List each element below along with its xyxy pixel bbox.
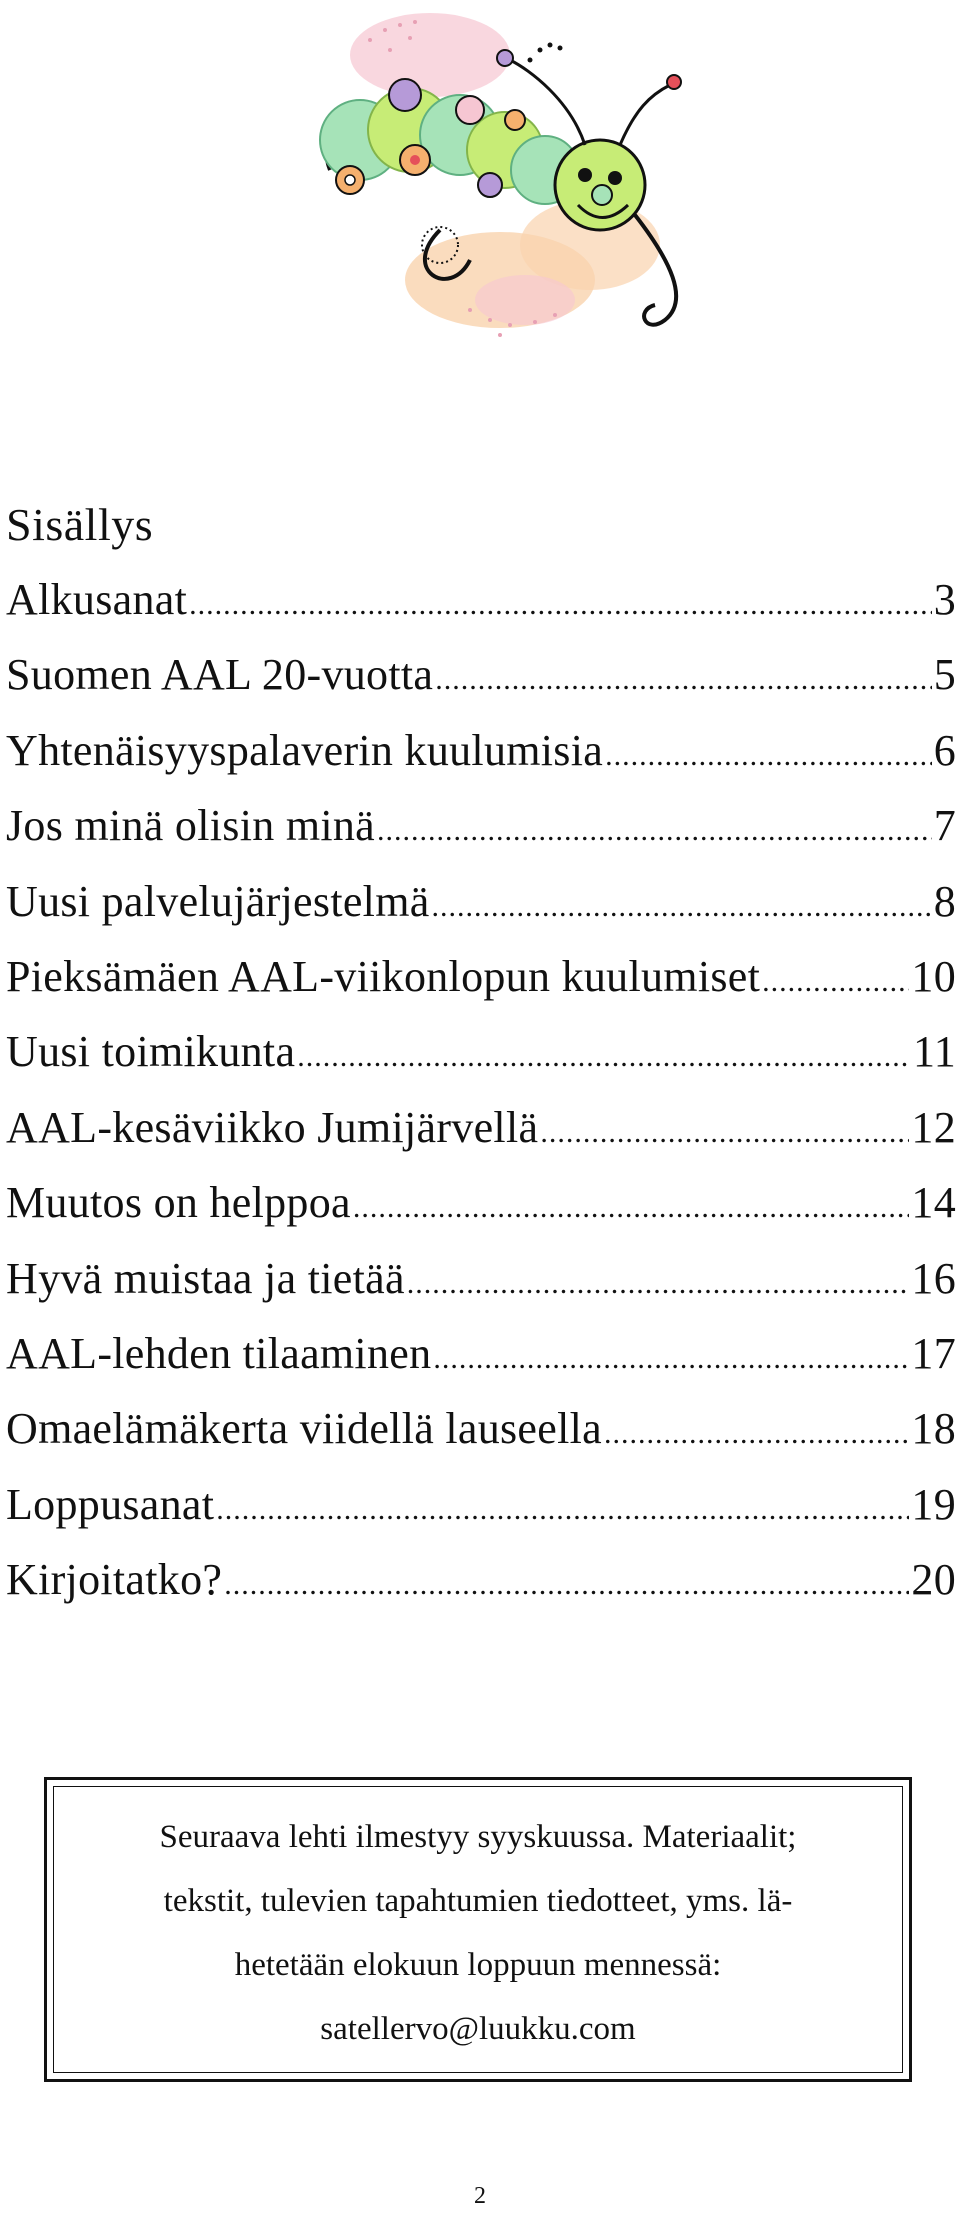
toc-entry-page: 16 [911, 1253, 956, 1303]
toc-entry [6, 1022, 956, 1097]
notice-line: tekstit, tulevien tapahtumien tiedotteet, yms. lä- [163, 1883, 793, 1919]
toc-leader-dots [540, 1103, 909, 1163]
toc-entry [6, 872, 956, 947]
toc-leader-dots [353, 1178, 910, 1238]
toc-entry-label: Jos minä olisin minä [6, 801, 375, 851]
toc-entry-page: 8 [933, 876, 956, 926]
toc-leader-dots [432, 877, 932, 937]
toc-entry-page: 11 [913, 1027, 956, 1077]
toc-leader-dots [189, 575, 932, 635]
table-of-contents [6, 570, 956, 1625]
toc-entry [6, 721, 956, 796]
toc-entry [6, 947, 956, 1022]
notice-box [44, 1777, 912, 2082]
toc-entry [6, 1249, 956, 1324]
toc-leader-dots [433, 1329, 909, 1389]
toc-leader-dots [605, 726, 932, 786]
toc-entry-page: 5 [933, 650, 956, 700]
page-number: 2 [474, 2183, 486, 2209]
toc-leader-dots [435, 650, 931, 710]
toc-entry-page: 20 [911, 1555, 956, 1605]
toc-entry [6, 1475, 956, 1550]
toc-entry [6, 1324, 956, 1399]
notice-line: Seuraava lehti ilmestyy syyskuussa. Materiaalit; [159, 1819, 797, 1855]
toc-entry-label: AAL-kesäviikko Jumijärvellä [6, 1102, 539, 1152]
notice-line: hetetään elokuun loppuun mennessä: [234, 1947, 722, 1983]
caterpillar-illustration [290, 0, 730, 360]
toc-leader-dots [604, 1404, 909, 1464]
toc-entry [6, 645, 956, 720]
toc-entry-label: Muutos on helppoa [6, 1178, 351, 1228]
toc-leader-dots [224, 1555, 909, 1615]
toc-entry-label: Omaelämäkerta viidellä lauseella [6, 1404, 602, 1454]
toc-entry-label: AAL-lehden tilaaminen [6, 1328, 432, 1378]
toc-entry-label: Pieksämäen AAL-viikonlopun kuulumiset [6, 951, 761, 1001]
toc-entry [6, 1399, 956, 1474]
notice-inner-frame [53, 1786, 903, 2073]
toc-entry-page: 18 [911, 1404, 956, 1454]
toc-leader-dots [377, 801, 932, 861]
toc-heading: Sisällys [6, 499, 154, 550]
toc-entry-page: 12 [911, 1102, 956, 1152]
toc-entry-label: Yhtenäisyyspalaverin kuulumisia [6, 725, 604, 775]
toc-leader-dots [407, 1254, 910, 1314]
toc-entry [6, 1550, 956, 1625]
toc-entry-page: 14 [911, 1178, 956, 1228]
toc-leader-dots [762, 952, 909, 1012]
toc-entry-label: Loppusanat [6, 1479, 215, 1529]
toc-entry-page: 10 [911, 951, 956, 1001]
toc-entry-page: 17 [911, 1328, 956, 1378]
toc-entry-label: Suomen AAL 20-vuotta [6, 650, 434, 700]
toc-leader-dots [216, 1480, 909, 1540]
toc-leader-dots [297, 1027, 911, 1087]
toc-entry-page: 6 [933, 725, 956, 775]
toc-entry-page: 3 [933, 575, 956, 624]
toc-entry-label: Kirjoitatko? [6, 1555, 223, 1605]
toc-entry [6, 1173, 956, 1248]
toc-entry-label: Alkusanat [6, 575, 188, 624]
toc-entry [6, 1098, 956, 1173]
toc-entry-page: 7 [933, 801, 956, 851]
toc-entry [6, 570, 956, 645]
toc-entry-label: Uusi toimikunta [6, 1027, 296, 1077]
toc-entry-label: Hyvä muistaa ja tietää [6, 1253, 405, 1303]
notice-email: satellervo@luukku.com [320, 2011, 636, 2047]
toc-entry-page: 19 [911, 1479, 956, 1529]
toc-entry [6, 796, 956, 871]
toc-entry-label: Uusi palvelujärjestelmä [6, 876, 430, 926]
